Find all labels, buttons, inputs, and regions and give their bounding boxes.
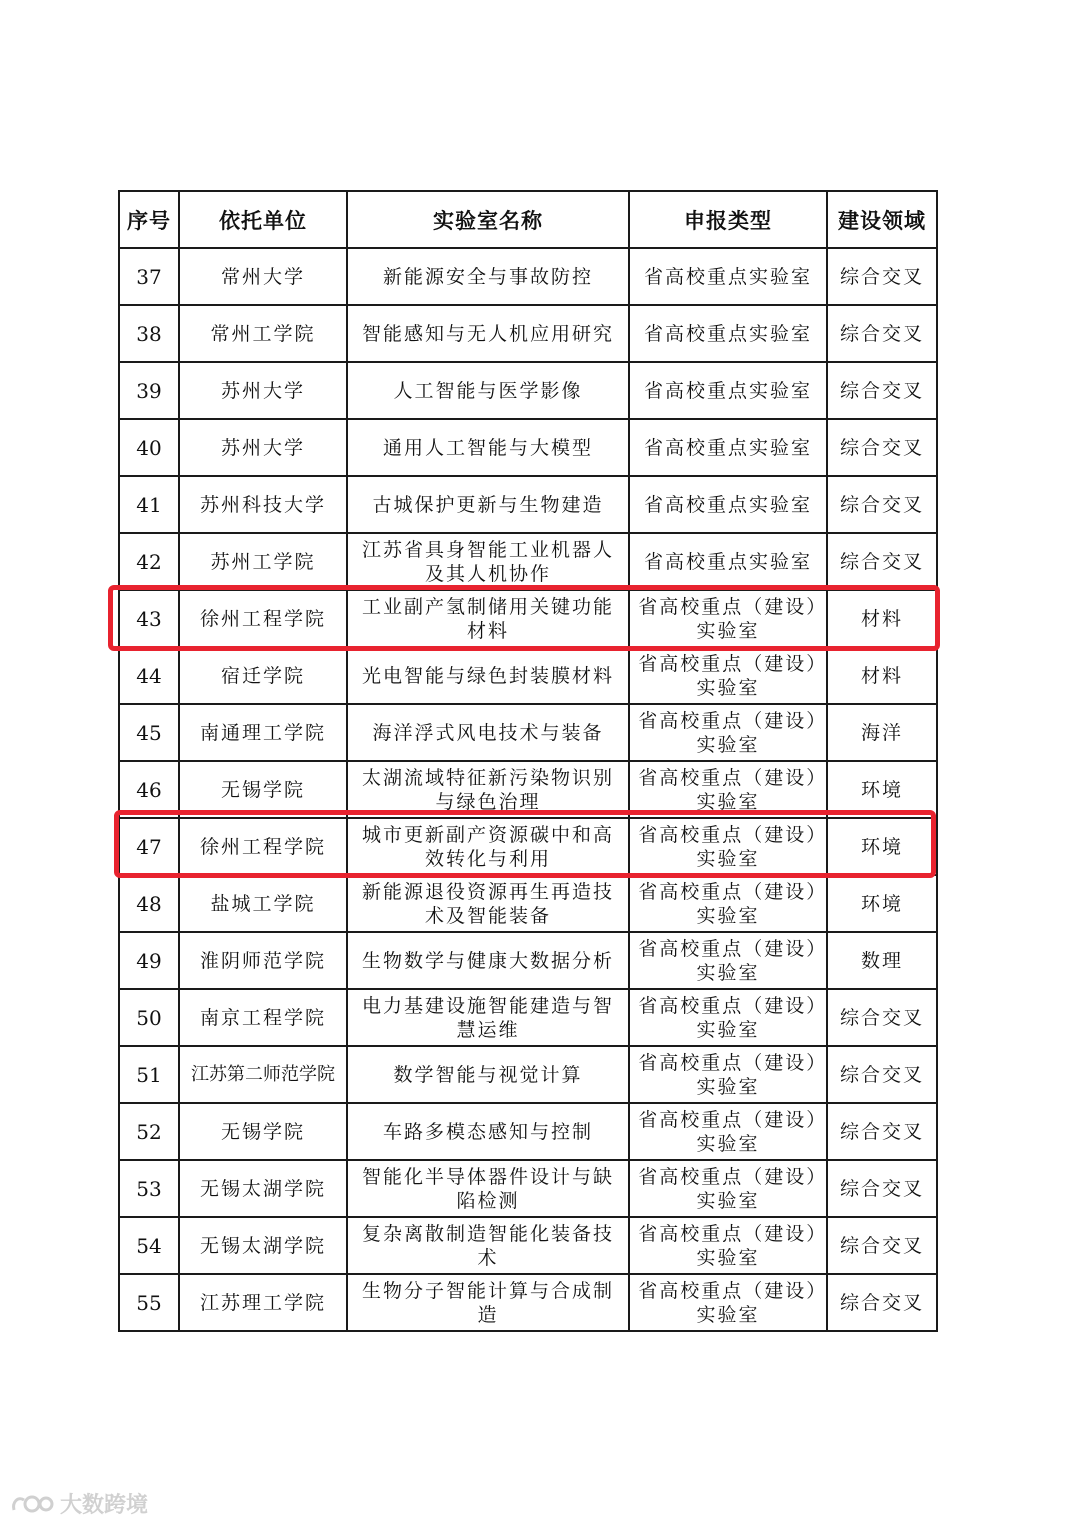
row-field: 数理 [827, 932, 937, 989]
row-field: 综合交叉 [827, 419, 937, 476]
header-unit: 依托单位 [179, 191, 347, 248]
table-row [119, 1160, 937, 1217]
row-unit: 江苏理工学院 [179, 1274, 347, 1331]
row-type: 省高校重点（建设）实验室 [629, 1160, 827, 1217]
row-index: 48 [119, 875, 179, 932]
row-type: 省高校重点实验室 [629, 362, 827, 419]
lab-list-table [118, 190, 938, 1332]
row-type: 省高校重点（建设）实验室 [629, 1217, 827, 1274]
row-index: 53 [119, 1160, 179, 1217]
row-lab-name: 数学智能与视觉计算 [347, 1046, 629, 1103]
row-index: 47 [119, 818, 179, 875]
row-unit: 徐州工程学院 [179, 590, 347, 647]
row-unit: 无锡太湖学院 [179, 1217, 347, 1274]
row-type: 省高校重点（建设）实验室 [629, 818, 827, 875]
row-type: 省高校重点（建设）实验室 [629, 1103, 827, 1160]
table-row [119, 248, 937, 305]
row-index: 46 [119, 761, 179, 818]
row-field: 材料 [827, 647, 937, 704]
row-type: 省高校重点实验室 [629, 476, 827, 533]
row-lab-name: 电力基建设施智能建造与智慧运维 [347, 989, 629, 1046]
row-type: 省高校重点（建设）实验室 [629, 590, 827, 647]
row-field: 综合交叉 [827, 1046, 937, 1103]
row-unit: 苏州科技大学 [179, 476, 347, 533]
row-type: 省高校重点（建设）实验室 [629, 704, 827, 761]
watermark [10, 1488, 148, 1519]
row-index: 41 [119, 476, 179, 533]
row-index: 54 [119, 1217, 179, 1274]
row-unit: 淮阴师范学院 [179, 932, 347, 989]
row-field: 综合交叉 [827, 476, 937, 533]
row-index: 38 [119, 305, 179, 362]
row-index: 42 [119, 533, 179, 590]
table-row [119, 362, 937, 419]
row-lab-name: 古城保护更新与生物建造 [347, 476, 629, 533]
row-field: 材料 [827, 590, 937, 647]
row-unit: 无锡学院 [179, 1103, 347, 1160]
row-index: 52 [119, 1103, 179, 1160]
row-field: 综合交叉 [827, 248, 937, 305]
table-row [119, 875, 937, 932]
header-index: 序号 [119, 191, 179, 248]
row-field: 环境 [827, 875, 937, 932]
row-index: 43 [119, 590, 179, 647]
row-unit: 江苏第二师范学院 [179, 1046, 347, 1103]
row-index: 49 [119, 932, 179, 989]
row-lab-name: 太湖流域特征新污染物识别与绿色治理 [347, 761, 629, 818]
table-body [119, 248, 937, 1331]
row-index: 50 [119, 989, 179, 1046]
row-lab-name: 复杂离散制造智能化装备技术 [347, 1217, 629, 1274]
table-row [119, 1046, 937, 1103]
row-lab-name: 江苏省具身智能工业机器人及其人机协作 [347, 533, 629, 590]
table-row [119, 647, 937, 704]
row-index: 45 [119, 704, 179, 761]
row-type: 省高校重点（建设）实验室 [629, 1274, 827, 1331]
row-index: 39 [119, 362, 179, 419]
header-type: 申报类型 [629, 191, 827, 248]
row-field: 综合交叉 [827, 1103, 937, 1160]
row-unit: 苏州大学 [179, 362, 347, 419]
row-lab-name: 新能源退役资源再生再造技术及智能装备 [347, 875, 629, 932]
row-type: 省高校重点（建设）实验室 [629, 875, 827, 932]
row-field: 海洋 [827, 704, 937, 761]
row-lab-name: 生物分子智能计算与合成制造 [347, 1274, 629, 1331]
row-type: 省高校重点（建设）实验室 [629, 932, 827, 989]
row-index: 37 [119, 248, 179, 305]
brand-logo-icon [10, 1492, 54, 1516]
row-unit: 无锡学院 [179, 761, 347, 818]
row-type: 省高校重点实验室 [629, 533, 827, 590]
row-unit: 徐州工程学院 [179, 818, 347, 875]
row-unit: 常州大学 [179, 248, 347, 305]
row-field: 综合交叉 [827, 1217, 937, 1274]
row-type: 省高校重点实验室 [629, 305, 827, 362]
table-row [119, 533, 937, 590]
row-index: 44 [119, 647, 179, 704]
row-field: 综合交叉 [827, 989, 937, 1046]
table-row [119, 305, 937, 362]
row-unit: 常州工学院 [179, 305, 347, 362]
table-row [119, 1103, 937, 1160]
row-lab-name: 海洋浮式风电技术与装备 [347, 704, 629, 761]
row-lab-name: 智能感知与无人机应用研究 [347, 305, 629, 362]
table-row [119, 704, 937, 761]
row-unit: 宿迁学院 [179, 647, 347, 704]
row-field: 综合交叉 [827, 362, 937, 419]
row-type: 省高校重点（建设）实验室 [629, 761, 827, 818]
row-lab-name: 生物数学与健康大数据分析 [347, 932, 629, 989]
row-field: 综合交叉 [827, 305, 937, 362]
row-unit: 苏州大学 [179, 419, 347, 476]
row-type: 省高校重点（建设）实验室 [629, 647, 827, 704]
row-lab-name: 智能化半导体器件设计与缺陷检测 [347, 1160, 629, 1217]
table-row [119, 1217, 937, 1274]
row-lab-name: 新能源安全与事故防控 [347, 248, 629, 305]
table-row [119, 476, 937, 533]
row-index: 40 [119, 419, 179, 476]
row-lab-name: 光电智能与绿色封装膜材料 [347, 647, 629, 704]
row-field: 环境 [827, 818, 937, 875]
table-row [119, 932, 937, 989]
row-index: 51 [119, 1046, 179, 1103]
row-unit: 南通理工学院 [179, 704, 347, 761]
row-unit: 盐城工学院 [179, 875, 347, 932]
row-type: 省高校重点（建设）实验室 [629, 1046, 827, 1103]
row-unit: 无锡太湖学院 [179, 1160, 347, 1217]
row-lab-name: 城市更新副产资源碳中和高效转化与利用 [347, 818, 629, 875]
table-row [119, 590, 937, 647]
row-type: 省高校重点实验室 [629, 419, 827, 476]
watermark-text: 大数跨境 [60, 1493, 149, 1518]
row-lab-name: 人工智能与医学影像 [347, 362, 629, 419]
table-row [119, 419, 937, 476]
table-row [119, 1274, 937, 1331]
row-field: 综合交叉 [827, 1160, 937, 1217]
row-lab-name: 通用人工智能与大模型 [347, 419, 629, 476]
table-row [119, 989, 937, 1046]
row-lab-name: 车路多模态感知与控制 [347, 1103, 629, 1160]
row-unit: 苏州工学院 [179, 533, 347, 590]
row-unit: 南京工程学院 [179, 989, 347, 1046]
header-field: 建设领域 [827, 191, 937, 248]
table-row [119, 761, 937, 818]
row-index: 55 [119, 1274, 179, 1331]
row-type: 省高校重点实验室 [629, 248, 827, 305]
table-row [119, 818, 937, 875]
row-field: 综合交叉 [827, 533, 937, 590]
header-lab-name: 实验室名称 [347, 191, 629, 248]
row-lab-name: 工业副产氢制储用关键功能材料 [347, 590, 629, 647]
row-type: 省高校重点（建设）实验室 [629, 989, 827, 1046]
row-field: 综合交叉 [827, 1274, 937, 1331]
row-field: 环境 [827, 761, 937, 818]
table-header-row [119, 191, 937, 248]
